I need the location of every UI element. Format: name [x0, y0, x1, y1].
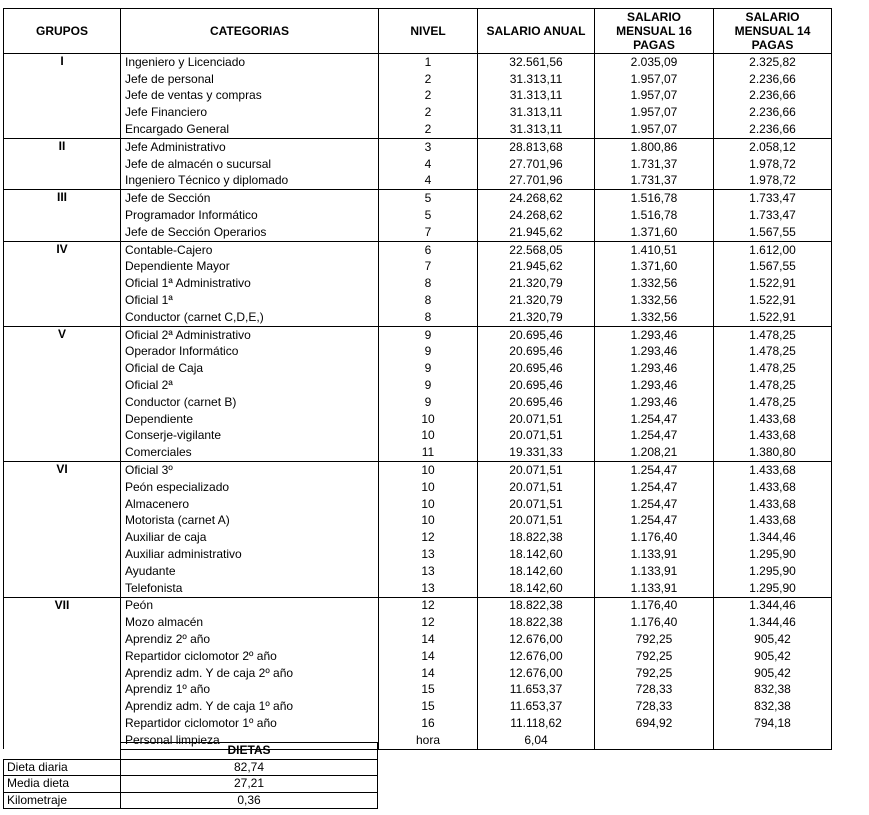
categoria-cell: Ayudante [121, 563, 379, 580]
nivel-cell: 11 [379, 444, 478, 461]
salario-anual-cell: 18.142,60 [478, 563, 595, 580]
categoria-cell: Programador Informático [121, 207, 379, 224]
salario-m14-cell: 1.733,47 [714, 190, 832, 207]
categoria-cell: Telefonista [121, 580, 379, 597]
dietas-header-row [4, 743, 378, 760]
nivel-cell: hora [379, 732, 478, 749]
salario-m14-cell: 1.522,91 [714, 292, 832, 309]
salario-m16-cell: 1.800,86 [595, 138, 714, 155]
table-row [4, 241, 832, 258]
categoria-cell: Oficial 2ª [121, 377, 379, 394]
salario-m14-cell: 2.236,66 [714, 88, 832, 105]
categoria-cell: Jefe de almacén o sucursal [121, 156, 379, 173]
dietas-label: Media dieta [4, 776, 121, 793]
salario-anual-cell: 20.695,46 [478, 377, 595, 394]
categoria-cell: Aprendiz 1º año [121, 681, 379, 698]
nivel-cell: 5 [379, 207, 478, 224]
categoria-cell: Auxiliar de caja [121, 529, 379, 546]
categoria-cell: Personal limpieza [121, 732, 379, 749]
salario-m16-cell: 1.957,07 [595, 104, 714, 121]
salario-m16-cell: 1.293,46 [595, 360, 714, 377]
table-row [4, 292, 832, 309]
table-row [4, 411, 832, 428]
table-row [4, 71, 832, 88]
table-row [4, 444, 832, 461]
nivel-cell: 10 [379, 479, 478, 496]
salario-m14-cell: 1.478,25 [714, 360, 832, 377]
table-row [4, 104, 832, 121]
header-row [4, 9, 832, 54]
salario-m14-cell: 2.236,66 [714, 104, 832, 121]
nivel-cell: 8 [379, 309, 478, 326]
salario-m14-cell: 1.478,25 [714, 326, 832, 343]
salario-anual-cell: 27.701,96 [478, 173, 595, 190]
salario-m16-cell: 1.731,37 [595, 156, 714, 173]
categoria-cell: Auxiliar administrativo [121, 546, 379, 563]
salario-m14-cell: 1.522,91 [714, 309, 832, 326]
salario-m14-cell: 832,38 [714, 698, 832, 715]
categoria-cell: Almacenero [121, 496, 379, 513]
nivel-cell: 8 [379, 292, 478, 309]
salario-anual-cell: 6,04 [478, 732, 595, 749]
salario-anual-cell: 11.653,37 [478, 698, 595, 715]
salario-m14-cell: 1.733,47 [714, 207, 832, 224]
categoria-cell: Operador Informático [121, 344, 379, 361]
categoria-cell: Peón especializado [121, 479, 379, 496]
categoria-cell: Oficial de Caja [121, 360, 379, 377]
nivel-cell: 9 [379, 344, 478, 361]
dietas-value: 82,74 [121, 759, 378, 776]
group-label: I [4, 54, 121, 139]
table-row [4, 513, 832, 530]
salario-m14-cell: 905,42 [714, 648, 832, 665]
table-row [4, 428, 832, 445]
nivel-cell: 2 [379, 71, 478, 88]
categoria-cell: Jefe de personal [121, 71, 379, 88]
nivel-cell: 10 [379, 428, 478, 445]
salario-m14-cell: 1.478,25 [714, 394, 832, 411]
header-m16-line: MENSUAL 16 [616, 24, 692, 38]
group-label: VI [4, 462, 121, 597]
salario-anual-cell: 27.701,96 [478, 156, 595, 173]
salario-m14-cell: 1.433,68 [714, 411, 832, 428]
salario-m14-cell: 1.978,72 [714, 173, 832, 190]
categoria-cell: Motorista (carnet A) [121, 513, 379, 530]
nivel-cell: 9 [379, 360, 478, 377]
salario-m14-cell: 832,38 [714, 681, 832, 698]
salario-m16-cell: 1.176,40 [595, 529, 714, 546]
salary-body [4, 54, 832, 750]
table-row [4, 462, 832, 479]
salario-m16-cell: 1.516,78 [595, 190, 714, 207]
dietas-value: 27,21 [121, 776, 378, 793]
categoria-cell: Ingeniero Técnico y diplomado [121, 173, 379, 190]
salario-anual-cell: 18.822,38 [478, 597, 595, 614]
table-row [4, 207, 832, 224]
salario-anual-cell: 12.676,00 [478, 631, 595, 648]
header-grupos: GRUPOS [4, 9, 121, 54]
nivel-cell: 15 [379, 681, 478, 698]
header-salario-mensual-16 [595, 9, 714, 54]
categoria-cell: Aprendiz 2º año [121, 631, 379, 648]
header-m16-line: PAGAS [633, 38, 675, 52]
salario-m16-cell: 792,25 [595, 665, 714, 682]
nivel-cell: 10 [379, 496, 478, 513]
table-row [4, 648, 832, 665]
salario-anual-cell: 21.945,62 [478, 259, 595, 276]
header-salario-anual: SALARIO ANUAL [478, 9, 595, 54]
table-row [4, 54, 832, 71]
nivel-cell: 14 [379, 665, 478, 682]
group-label: II [4, 138, 121, 189]
table-row [4, 715, 832, 732]
categoria-cell: Dependiente Mayor [121, 259, 379, 276]
nivel-cell: 14 [379, 631, 478, 648]
salario-m16-cell: 1.293,46 [595, 394, 714, 411]
table-row [4, 138, 832, 155]
salario-m14-cell: 1.295,90 [714, 546, 832, 563]
salario-m16-cell: 1.293,46 [595, 377, 714, 394]
table-row [4, 698, 832, 715]
salario-anual-cell: 11.118,62 [478, 715, 595, 732]
salario-anual-cell: 18.142,60 [478, 580, 595, 597]
salario-m14-cell: 1.478,25 [714, 377, 832, 394]
salario-m14-cell: 1.344,46 [714, 614, 832, 631]
salario-m14-cell: 1.978,72 [714, 156, 832, 173]
nivel-cell: 9 [379, 394, 478, 411]
nivel-cell: 5 [379, 190, 478, 207]
dietas-header-spacer [4, 743, 121, 760]
table-row [4, 190, 832, 207]
salario-m14-cell: 1.380,80 [714, 444, 832, 461]
salario-m16-cell: 1.957,07 [595, 88, 714, 105]
salario-m14-cell [714, 732, 832, 749]
salario-anual-cell: 31.313,11 [478, 88, 595, 105]
salario-m16-cell: 1.332,56 [595, 275, 714, 292]
nivel-cell: 13 [379, 546, 478, 563]
salario-anual-cell: 21.320,79 [478, 309, 595, 326]
salario-m16-cell: 1.731,37 [595, 173, 714, 190]
table-row [4, 360, 832, 377]
salario-anual-cell: 20.071,51 [478, 513, 595, 530]
dietas-label: Dieta diaria [4, 759, 121, 776]
categoria-cell: Peón [121, 597, 379, 614]
table-row [4, 546, 832, 563]
salary-table [3, 8, 832, 750]
dietas-label: Kilometraje [4, 792, 121, 809]
categoria-cell: Oficial 1ª Administrativo [121, 275, 379, 292]
salario-m16-cell: 1.254,47 [595, 428, 714, 445]
salario-m16-cell: 1.957,07 [595, 121, 714, 138]
salario-anual-cell: 20.071,51 [478, 428, 595, 445]
salario-m16-cell: 1.133,91 [595, 546, 714, 563]
salario-m14-cell: 1.522,91 [714, 275, 832, 292]
salario-anual-cell: 21.320,79 [478, 275, 595, 292]
salario-m16-cell: 1.208,21 [595, 444, 714, 461]
salario-m16-cell: 1.332,56 [595, 309, 714, 326]
salario-anual-cell: 20.695,46 [478, 326, 595, 343]
table-row [4, 631, 832, 648]
table-row [4, 173, 832, 190]
salario-m14-cell: 905,42 [714, 665, 832, 682]
salario-m14-cell: 1.433,68 [714, 462, 832, 479]
nivel-cell: 9 [379, 326, 478, 343]
table-row [4, 394, 832, 411]
salario-anual-cell: 24.268,62 [478, 207, 595, 224]
categoria-cell: Jefe Financiero [121, 104, 379, 121]
salario-m16-cell: 1.293,46 [595, 326, 714, 343]
nivel-cell: 12 [379, 597, 478, 614]
salario-anual-cell: 31.313,11 [478, 121, 595, 138]
dietas-row [4, 759, 378, 776]
categoria-cell: Oficial 3º [121, 462, 379, 479]
salario-anual-cell: 21.320,79 [478, 292, 595, 309]
salario-anual-cell: 20.071,51 [478, 496, 595, 513]
header-m16-line: SALARIO [627, 10, 681, 24]
salario-m16-cell: 1.254,47 [595, 513, 714, 530]
table-row [4, 580, 832, 597]
salario-m14-cell: 1.478,25 [714, 344, 832, 361]
header-m14-line: SALARIO [745, 10, 800, 24]
nivel-cell: 16 [379, 715, 478, 732]
salario-anual-cell: 20.695,46 [478, 360, 595, 377]
nivel-cell: 10 [379, 513, 478, 530]
nivel-cell: 2 [379, 121, 478, 138]
salario-anual-cell: 18.142,60 [478, 546, 595, 563]
salario-m16-cell: 1.254,47 [595, 411, 714, 428]
nivel-cell: 4 [379, 156, 478, 173]
salario-m16-cell: 1.133,91 [595, 563, 714, 580]
nivel-cell: 12 [379, 529, 478, 546]
nivel-cell: 3 [379, 138, 478, 155]
salario-anual-cell: 18.822,38 [478, 529, 595, 546]
salario-anual-cell: 20.071,51 [478, 411, 595, 428]
salario-anual-cell: 20.071,51 [478, 479, 595, 496]
salario-anual-cell: 20.071,51 [478, 462, 595, 479]
salario-anual-cell: 31.313,11 [478, 104, 595, 121]
salario-m14-cell: 1.567,55 [714, 259, 832, 276]
nivel-cell: 15 [379, 698, 478, 715]
header-nivel: NIVEL [379, 9, 478, 54]
categoria-cell: Oficial 2ª Administrativo [121, 326, 379, 343]
group-label: VII [4, 597, 121, 749]
group-label: III [4, 190, 121, 241]
salario-m16-cell: 1.516,78 [595, 207, 714, 224]
salario-m16-cell: 1.176,40 [595, 614, 714, 631]
salario-anual-cell: 19.331,33 [478, 444, 595, 461]
categoria-cell: Conductor (carnet B) [121, 394, 379, 411]
categoria-cell: Aprendiz adm. Y de caja 1º año [121, 698, 379, 715]
table-row [4, 88, 832, 105]
salario-m14-cell: 2.236,66 [714, 71, 832, 88]
table-row [4, 496, 832, 513]
categoria-cell: Conserje-vigilante [121, 428, 379, 445]
table-row [4, 681, 832, 698]
salario-anual-cell: 12.676,00 [478, 648, 595, 665]
salario-m16-cell: 792,25 [595, 631, 714, 648]
salario-m14-cell: 2.236,66 [714, 121, 832, 138]
salario-m16-cell: 1.254,47 [595, 496, 714, 513]
salario-m16-cell: 1.176,40 [595, 597, 714, 614]
table-row [4, 344, 832, 361]
salario-m16-cell: 1.254,47 [595, 462, 714, 479]
salario-m16-cell: 1.410,51 [595, 241, 714, 258]
dietas-title: DIETAS [121, 743, 378, 760]
nivel-cell: 14 [379, 648, 478, 665]
categoria-cell: Contable-Cajero [121, 241, 379, 258]
table-row [4, 121, 832, 138]
salario-m16-cell: 1.957,07 [595, 71, 714, 88]
salario-m16-cell: 1.332,56 [595, 292, 714, 309]
nivel-cell: 9 [379, 377, 478, 394]
table-row [4, 275, 832, 292]
salario-m16-cell [595, 732, 714, 749]
categoria-cell: Oficial 1ª [121, 292, 379, 309]
categoria-cell: Comerciales [121, 444, 379, 461]
salario-m16-cell: 1.293,46 [595, 344, 714, 361]
dietas-row [4, 776, 378, 793]
table-row [4, 156, 832, 173]
salario-m16-cell: 1.133,91 [595, 580, 714, 597]
header-m14-line: MENSUAL 14 [734, 24, 811, 38]
salario-m16-cell: 1.371,60 [595, 224, 714, 241]
salario-m16-cell: 2.035,09 [595, 54, 714, 71]
categoria-cell: Ingeniero y Licenciado [121, 54, 379, 71]
categoria-cell: Conductor (carnet C,D,E,) [121, 309, 379, 326]
salario-anual-cell: 32.561,56 [478, 54, 595, 71]
nivel-cell: 1 [379, 54, 478, 71]
table-row [4, 665, 832, 682]
nivel-cell: 4 [379, 173, 478, 190]
salario-anual-cell: 21.945,62 [478, 224, 595, 241]
salario-m14-cell: 1.433,68 [714, 479, 832, 496]
table-row [4, 224, 832, 241]
dietas-value: 0,36 [121, 792, 378, 809]
salario-m14-cell: 1.433,68 [714, 428, 832, 445]
categoria-cell: Jefe de Sección [121, 190, 379, 207]
salario-anual-cell: 28.813,68 [478, 138, 595, 155]
categoria-cell: Jefe Administrativo [121, 138, 379, 155]
table-row [4, 614, 832, 631]
categoria-cell: Mozo almacén [121, 614, 379, 631]
categoria-cell: Aprendiz adm. Y de caja 2º año [121, 665, 379, 682]
nivel-cell: 6 [379, 241, 478, 258]
table-row [4, 259, 832, 276]
salario-m14-cell: 1.344,46 [714, 529, 832, 546]
categoria-cell: Jefe de Sección Operarios [121, 224, 379, 241]
dietas-row [4, 792, 378, 809]
salario-m14-cell: 2.325,82 [714, 54, 832, 71]
table-row [4, 597, 832, 614]
categoria-cell: Encargado General [121, 121, 379, 138]
salario-m14-cell: 1.295,90 [714, 563, 832, 580]
salario-anual-cell: 22.568,05 [478, 241, 595, 258]
salario-anual-cell: 20.695,46 [478, 344, 595, 361]
table-row [4, 309, 832, 326]
table-row [4, 563, 832, 580]
salario-m16-cell: 728,33 [595, 698, 714, 715]
nivel-cell: 13 [379, 563, 478, 580]
nivel-cell: 10 [379, 411, 478, 428]
table-row [4, 529, 832, 546]
salario-anual-cell: 20.695,46 [478, 394, 595, 411]
nivel-cell: 2 [379, 104, 478, 121]
table-row [4, 326, 832, 343]
salario-anual-cell: 24.268,62 [478, 190, 595, 207]
salario-anual-cell: 11.653,37 [478, 681, 595, 698]
nivel-cell: 10 [379, 462, 478, 479]
salario-m14-cell: 1.567,55 [714, 224, 832, 241]
table-row [4, 479, 832, 496]
salario-m14-cell: 1.295,90 [714, 580, 832, 597]
salario-m16-cell: 694,92 [595, 715, 714, 732]
salario-anual-cell: 12.676,00 [478, 665, 595, 682]
nivel-cell: 2 [379, 88, 478, 105]
salario-m16-cell: 1.254,47 [595, 479, 714, 496]
salario-m14-cell: 2.058,12 [714, 138, 832, 155]
categoria-cell: Repartidor ciclomotor 1º año [121, 715, 379, 732]
nivel-cell: 7 [379, 259, 478, 276]
group-label: V [4, 326, 121, 461]
dietas-table [3, 742, 378, 809]
nivel-cell: 7 [379, 224, 478, 241]
salario-m14-cell: 905,42 [714, 631, 832, 648]
table-row [4, 377, 832, 394]
salario-m16-cell: 792,25 [595, 648, 714, 665]
salario-m14-cell: 1.344,46 [714, 597, 832, 614]
salario-anual-cell: 18.822,38 [478, 614, 595, 631]
salario-m14-cell: 1.612,00 [714, 241, 832, 258]
nivel-cell: 13 [379, 580, 478, 597]
salario-m14-cell: 1.433,68 [714, 513, 832, 530]
categoria-cell: Dependiente [121, 411, 379, 428]
header-m14-line: PAGAS [751, 38, 794, 52]
salario-m16-cell: 728,33 [595, 681, 714, 698]
header-categorias: CATEGORIAS [121, 9, 379, 54]
salario-anual-cell: 31.313,11 [478, 71, 595, 88]
salario-m14-cell: 794,18 [714, 715, 832, 732]
group-label: IV [4, 241, 121, 326]
nivel-cell: 8 [379, 275, 478, 292]
header-salario-mensual-14 [714, 9, 832, 54]
categoria-cell: Repartidor ciclomotor 2º año [121, 648, 379, 665]
salario-m14-cell: 1.433,68 [714, 496, 832, 513]
categoria-cell: Jefe de ventas y compras [121, 88, 379, 105]
nivel-cell: 12 [379, 614, 478, 631]
salario-m16-cell: 1.371,60 [595, 259, 714, 276]
